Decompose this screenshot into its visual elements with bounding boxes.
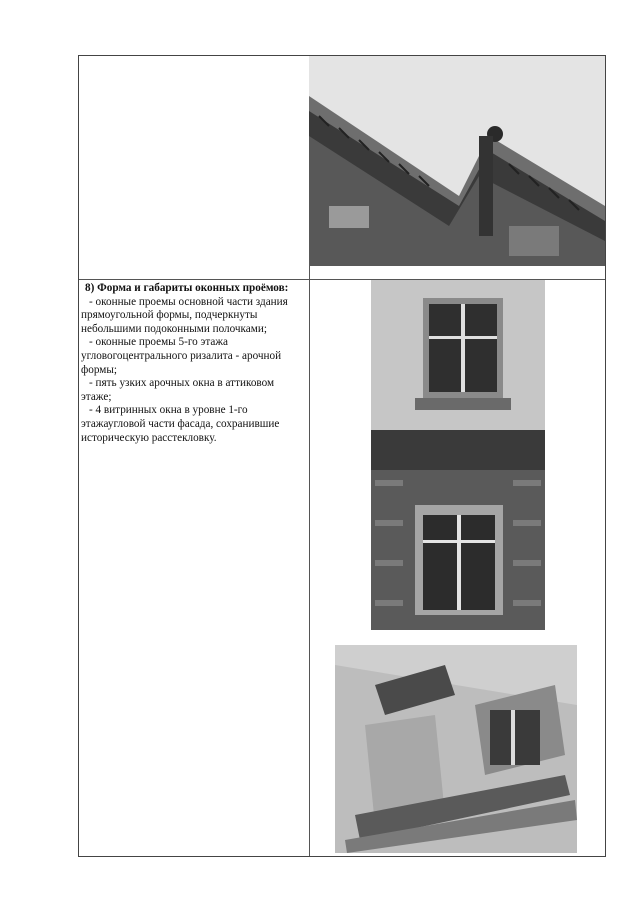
list-item: - 4 витринных окна в уровне 1-го этажаугловой части фасада, сохранившие историческую расстекловку. xyxy=(81,404,280,444)
rectangular-windows-photo xyxy=(371,280,545,630)
list-item: - пять узких арочных окна в аттиковом этаже; xyxy=(81,377,275,403)
list-item: - оконные проемы 5-го этажа угловогоцентрального ризалита - арочной формы; xyxy=(81,336,282,376)
window-openings-description xyxy=(81,282,303,445)
roof-cornice-photo xyxy=(309,56,605,266)
attic-arched-windows-photo xyxy=(335,645,577,853)
section-title: 8) Форма и габариты оконных проёмов: xyxy=(85,282,289,294)
content-table xyxy=(78,55,606,857)
list-item: - оконные проемы основной части здания прямоугольной формы, подчеркнуты небольшими подоконными полочками; xyxy=(81,295,288,335)
